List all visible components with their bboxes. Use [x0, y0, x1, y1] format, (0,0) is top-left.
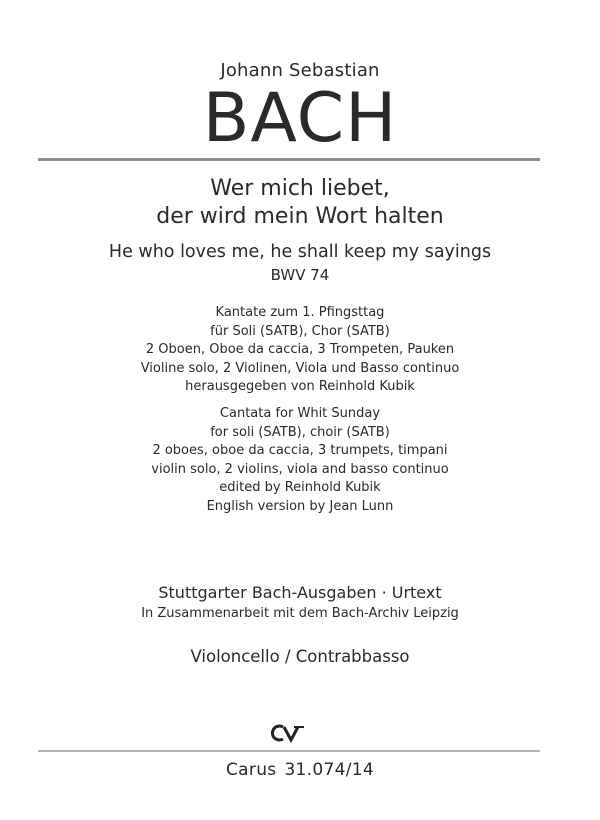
catalog-number: 31.074/14	[284, 760, 374, 780]
bottom-divider	[38, 750, 540, 752]
composer-first-names: Johann Sebastian	[220, 60, 380, 81]
german-title-line-1: Wer mich liebet,	[210, 176, 390, 201]
german-line: 2 Oboen, Oboe da caccia, 3 Trompeten, Pauken	[145, 342, 455, 357]
carus-logo-icon	[270, 723, 306, 743]
instrument-part: Violoncello / Contrabbasso	[190, 647, 410, 666]
english-line: 2 oboes, oboe da caccia, 3 trumpets, timpani	[152, 443, 448, 458]
german-line: Violine solo, 2 Violinen, Viola und Basso continuo	[140, 360, 460, 376]
german-scoring-block	[0, 304, 600, 397]
catalog-line	[0, 760, 600, 780]
german-title-line-2: der wird mein Wort halten	[156, 204, 444, 229]
german-line: für Soli (SATB), Chor (SATB)	[210, 323, 390, 339]
series-subtitle: In Zusammenarbeit mit dem Bach-Archiv Leipzig	[141, 606, 459, 621]
english-line: edited by Reinhold Kubik	[219, 480, 381, 495]
german-title	[0, 175, 600, 231]
bwv-number: BWV 74	[270, 266, 330, 284]
english-line: for soli (SATB), choir (SATB)	[210, 424, 390, 440]
english-line: violin solo, 2 violins, viola and basso continuo	[151, 461, 449, 477]
series-title: Stuttgarter Bach-Ausgaben · Urtext	[158, 583, 442, 602]
english-title: He who loves me, he shall keep my sayings	[108, 242, 492, 262]
german-line: herausgegeben von Reinhold Kubik	[185, 379, 415, 394]
english-line: English version by Jean Lunn	[206, 498, 394, 514]
german-line: Kantate zum 1. Pfingsttag	[215, 305, 385, 320]
top-divider	[38, 158, 540, 161]
composer-surname: BACH	[202, 79, 398, 158]
english-line: Cantata for Whit Sunday	[219, 406, 381, 421]
english-scoring-block	[0, 405, 600, 516]
publisher-name: Carus	[226, 760, 277, 780]
